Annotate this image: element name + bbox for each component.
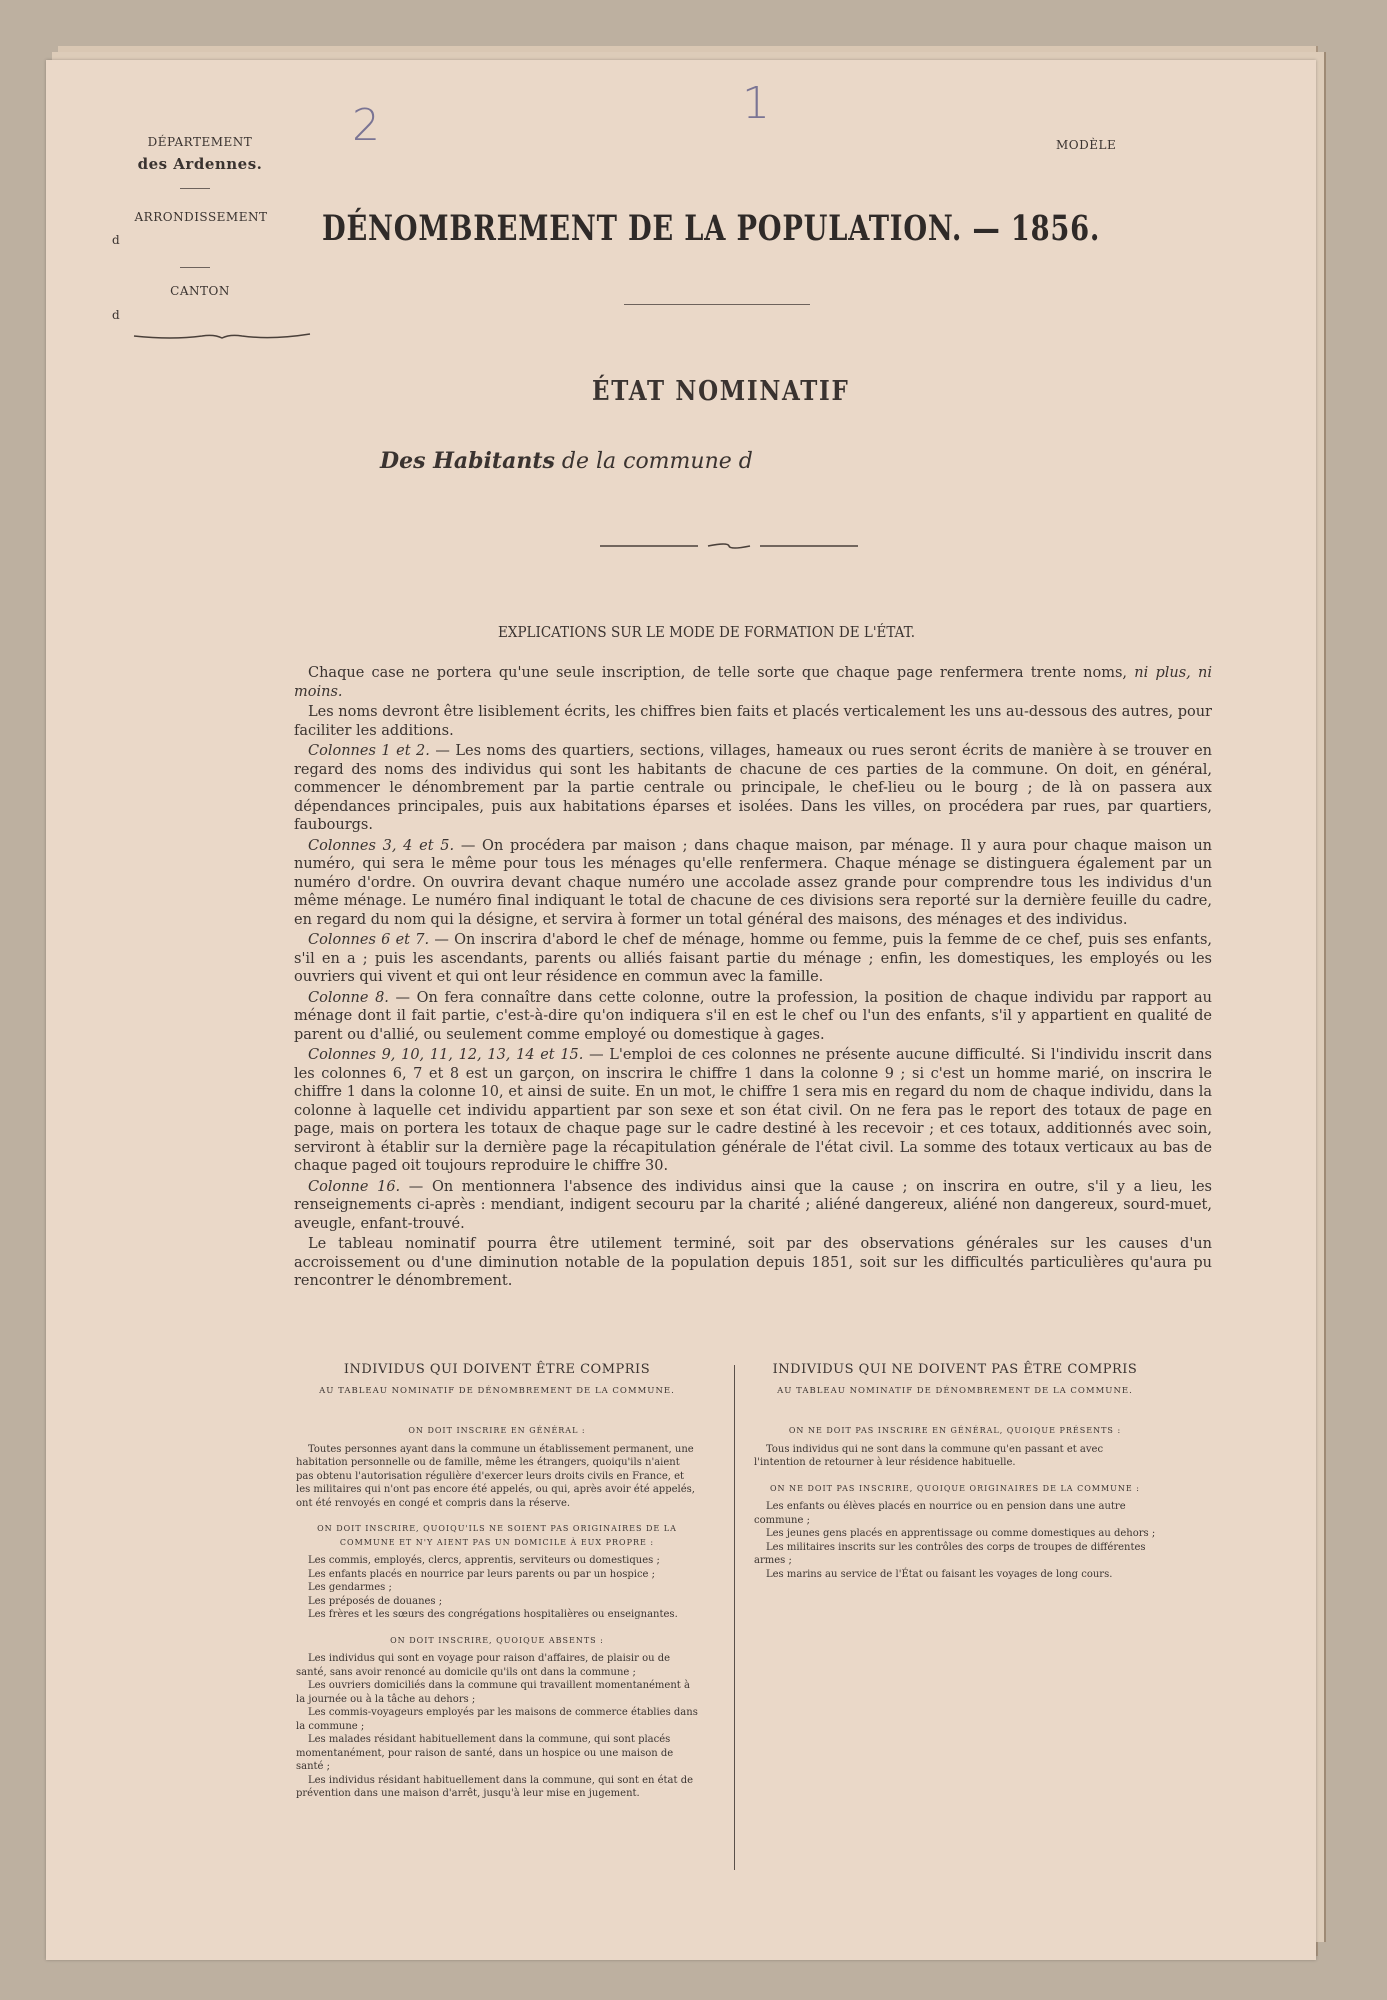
list-item: Les frères et les sœurs des congrégations hospitalières ou enseignantes. [308,1609,678,1620]
explication-paragraph [294,989,1212,1045]
explications-text [294,664,1212,1293]
list-item: Les jeunes gens placés en apprentissage ou comme domestiques au dehors ; [766,1528,1156,1539]
ornamental-rule [598,540,860,552]
explication-paragraph: Les noms devront être lisiblement écrits, les chiffres bien faits et placés verticalement les uns au-dessous des autres, pour faciliter les additions. [294,704,1212,739]
census-form-page [46,60,1316,1960]
page-title: DÉNOMBREMENT DE LA POPULATION. — 1856. [322,208,1101,249]
habitants-line [380,448,753,474]
section-text: Toutes personnes ayant dans la commune un établissement permanent, une habitation personnelle ou de famille, même les étrangers, quoiqu'ils n'aient pas obtenu l'autorisation régulière d'exercer leurs droits civils en France, et les militaires qui n'ont pas encore été appelés, ou qui, après avoir été appelés, ont été renvoyés en congé et compris dans la réserve. [296,1443,695,1509]
canton-label: CANTON [170,284,230,298]
list-item: Les militaires inscrits sur les contrôles des corps de troupes de différentes armes ; [754,1541,1146,1566]
column-ref: Colonne 8. [308,989,389,1006]
habitants-suffix: de la commune d [561,449,753,474]
text: Chaque case ne portera qu'une seule inscription, de telle sorte que chaque page renfermera trente noms, [308,665,1135,681]
handwritten-number: 1 [742,78,770,129]
explications-heading: EXPLICATIONS SUR LE MODE DE FORMATION DE L'ÉTAT. [498,623,916,641]
explication-paragraph [294,664,1212,701]
explication-paragraph [294,837,1212,930]
explication-paragraph [294,1046,1212,1176]
column-subtitle: AU TABLEAU NOMINATIF DE DÉNOMBREMENT DE LA COMMUNE. [777,1385,1133,1396]
explication-paragraph [294,1178,1212,1234]
included-individuals-column [296,1363,698,1801]
explication-paragraph: Le tableau nominatif pourra être utilement terminé, soit par des observations générales sur les causes d'un accroissement ou d'une diminution notable de la population depuis 1851, soit sur les difficultés particulières qu'aura pu rencontrer le dénombrement. [294,1236,1212,1289]
explication-paragraph [294,931,1212,987]
column-ref: Colonnes 3, 4 et 5. [308,837,455,854]
explication-paragraph [294,742,1212,835]
list-item: Les gendarmes ; [308,1582,392,1593]
handwritten-number: 2 [352,100,380,151]
arrondissement-value: d [112,233,120,247]
list-item: Les individus résidant habituellement dans la commune, qui sont en état de prévention dans une maison d'arrêt, jusqu'à leur mise en jugement. [296,1774,694,1799]
list-item: Les enfants ou élèves placés en nourrice ou en pension dans une autre commune ; [754,1501,1126,1526]
column-ref: Colonnes 9, 10, 11, 12, 13, 14 et 15. [308,1047,584,1063]
arrondissement-label: ARRONDISSEMENT [134,210,268,224]
flourish-divider [132,328,312,344]
column-title: INDIVIDUS QUI DOIVENT ÊTRE COMPRIS [343,1362,651,1377]
list-item: Les individus qui sont en voyage pour raison d'affaires, de plaisir ou de santé, sans avoir renoncé au domicile qu'ils ont dans la commune ; [296,1653,671,1678]
section-heading: ON DOIT INSCRIRE, QUOIQU'ILS NE SOIENT PAS ORIGINAIRES DE LA COMMUNE ET N'Y AIENT PAS UN DOMICILE À EUX PROPRE : [317,1524,677,1547]
column-ref: Colonne 16. [308,1178,401,1195]
title-underline [624,304,810,305]
column-divider [734,1365,735,1870]
habitants-prefix: Des Habitants [380,448,555,474]
section-text: Tous individus qui ne sont dans la commune qu'en passant et avec l'intention de retourner à leur résidence habituelle. [754,1443,1104,1468]
divider [180,188,210,189]
section-heading: ON DOIT INSCRIRE EN GÉNÉRAL : [408,1426,586,1435]
list-item: Les ouvriers domiciliés dans la commune qui travaillent momentanément à la journée ou à la tâche au dehors ; [296,1680,690,1705]
list-item: Les préposés de douanes ; [308,1595,443,1607]
excluded-individuals-column [754,1363,1156,1581]
departement-value: des Ardennes. [137,155,263,173]
list-item: Les enfants placés en nourrice par leurs parents ou par un hospice ; [308,1568,656,1580]
section-heading: ON DOIT INSCRIRE, QUOIQUE ABSENTS : [390,1635,604,1645]
departement-label: DÉPARTEMENT [147,135,253,149]
text: — L'emploi de ces colonnes ne présente aucune difficulté. Si l'individu inscrit dans les colonnes 6, 7 et 8 est un garçon, on inscrira le chiffre 1 dans la colonne 9 ; si c'est un homme marié, on inscrira le chiffre 1 dans la colonne 10, et ainsi de suite. En un mot, le chiffre 1 sera mis en regard du nom de chaque individu, dans la colonne à laquelle cet individu appartient par son sexe et son état civil. On ne fera pas le report des totaux de page en page, mais on portera les totaux de chaque page sur le cadre destiné à les recevoir ; et ces totaux, additionnés avec soin, serviront à établir sur la dernière page la récapitulation générale de l'état civil. La somme des totaux verticaux au bas de chaque paged oit toujours reproduire le chiffre 30. [294,1047,1212,1174]
etat-nominatif-heading: ÉTAT NOMINATIF [592,376,850,407]
column-ref: Colonnes 6 et 7. [308,932,430,948]
text: — On procédera par maison ; dans chaque maison, par ménage. Il y aura pour chaque maison un numéro, qui sera le même pour tous les ménages qu'elle renfermera. Chaque ménage se distinguera également par un numéro d'ordre. On ouvrira devant chaque numéro une accolade assez grande pour comprendre tous les individus d'un même ménage. Le numéro final indiquant le total de chacune de ces divisions sera reporté sur la dernière feuille du cadre, en regard du nom qui la désigne, et servira à former un total général des maisons, des ménages et des individus. [294,837,1212,928]
column-ref: Colonnes 1 et 2. [308,743,430,759]
text: — Les noms des quartiers, sections, villages, hameaux ou rues seront écrits de manière à se trouver en regard des noms des individus qui sont les habitants de chacune de ces parties de la commune. On doit, en général, commencer le dénombrement par la partie centrale ou principale, le chef-lieu ou le bourg ; de là on passera aux dépendances principales, puis aux habitations éparses et isolées. Dans les villes, on procédera par rues, par quartiers, faubourgs. [294,743,1213,833]
canton-value: d [112,308,120,322]
section-heading: ON NE DOIT PAS INSCRIRE, QUOIQUE ORIGINAIRES DE LA COMMUNE : [770,1483,1140,1493]
list-item: Les commis, employés, clercs, apprentis, serviteurs ou domestiques ; [308,1555,660,1566]
list-item: Les commis-voyageurs employés par les maisons de commerce établies dans la commune ; [296,1707,698,1732]
text: — On inscrira d'abord le chef de ménage, homme ou femme, puis la femme de ce chef, puis ses enfants, s'il en a ; puis les ascendants, parents ou alliés faisant partie du ménage ; enfin, les domestiques, les employés ou les ouvriers qui vivent et qui ont leur résidence en commun avec la famille. [294,932,1212,985]
divider [180,267,210,268]
column-subtitle: AU TABLEAU NOMINATIF DE DÉNOMBREMENT DE LA COMMUNE. [319,1385,675,1396]
text: — On fera connaître dans cette colonne, outre la profession, la position de chaque individu par rapport au ménage dont il fait partie, c'est-à-dire qu'on indiquera s'il en est le chef ou l'un des enfants, s'il y appartient en qualité de parent ou d'allié, ou seulement comme employé ou domestique à gages. [294,989,1212,1043]
list-item: Les marins au service de l'État ou faisant les voyages de long cours. [766,1568,1113,1580]
text: — On mentionnera l'absence des individus ainsi que la cause ; on inscrira en outre, s'il y a lieu, les renseignements ci-après : mendiant, indigent secouru par la charité ; aliéné dangereux, aliéné non dangereux, sourd-muet, aveugle, enfant-trouvé. [294,1178,1212,1232]
section-heading: ON NE DOIT PAS INSCRIRE EN GÉNÉRAL, QUOIQUE PRÉSENTS : [788,1426,1122,1435]
emphasis: ni plus, ni moins. [294,665,1212,700]
list-item: Les malades résidant habituellement dans la commune, qui sont placés momentanément, pour raison de santé, dans un hospice ou une maison de santé ; [296,1734,674,1772]
column-title: INDIVIDUS QUI NE DOIVENT PAS ÊTRE COMPRIS [772,1362,1138,1377]
modele-label: MODÈLE [1056,138,1117,152]
